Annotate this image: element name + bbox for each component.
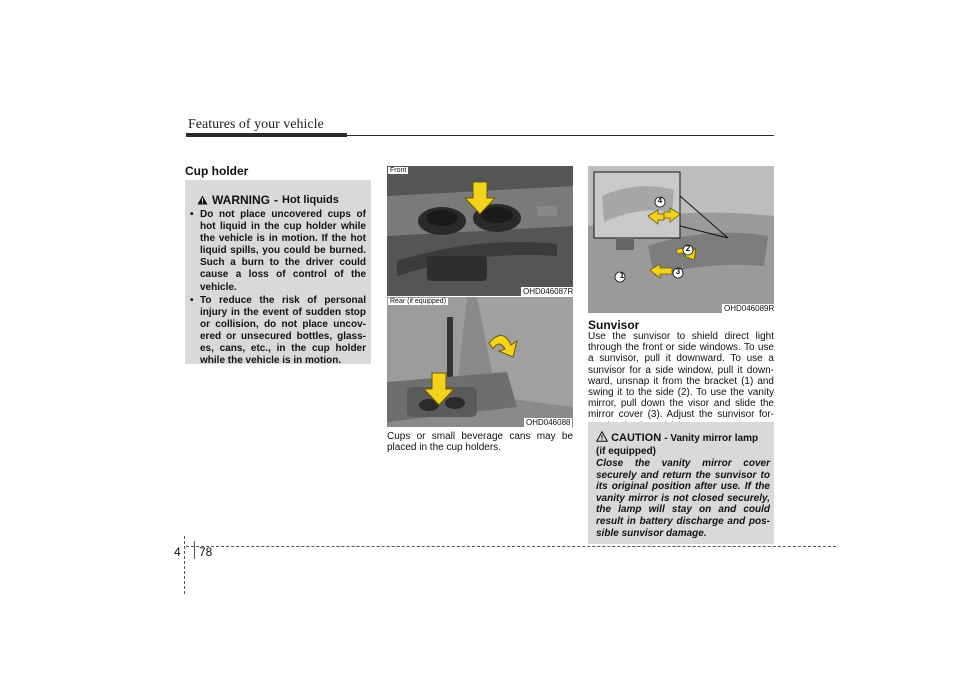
warning-triangle-icon — [197, 195, 208, 205]
cup-holder-rear-illustration — [387, 297, 573, 427]
footer-vertical-rule — [184, 536, 185, 594]
sunvisor-photo-code: OHD046089R — [724, 304, 775, 313]
header-rule-accent — [186, 133, 347, 137]
warning-subtitle: Hot liquids — [282, 194, 339, 206]
rear-photo-code: OHD046088 — [526, 418, 571, 427]
chapter-number: 4 — [174, 545, 181, 559]
front-photo-code: OHD046087R — [523, 287, 574, 296]
page-header-title: Features of your vehicle — [188, 117, 324, 132]
warning-list — [190, 209, 366, 368]
callout-4: 4 — [657, 196, 663, 205]
cup-holder-front-photo — [387, 166, 573, 296]
callout-3: 3 — [675, 267, 681, 276]
caution-text: Close the vanity mirror cover securely and return the sunvisor to its original position after use. If the vanity mirror is not closed securely, the lamp will stay on and could result in battery discharge and pos-sible sunvisor damage. — [596, 458, 770, 539]
caution-subtitle: - Vanity mirror lamp (if equipped) — [596, 433, 759, 457]
page-number: 78 — [199, 545, 213, 559]
cup-holder-body: Cups or small beverage cans may be placed in the cup holders. — [387, 431, 573, 454]
warning-item: • Do not place uncovered cups of hot liquid in the cup holder while the vehicle is in motion. If the hot liquid spills, you could be burned. Such a burn to the driver could cause a loss of control of the vehicle. — [190, 209, 366, 294]
caution-title — [596, 431, 766, 458]
sunvisor-photo — [588, 166, 774, 313]
sunvisor-illustration — [588, 166, 774, 313]
footer-separator — [194, 541, 195, 559]
callout-1: 1 — [619, 271, 625, 280]
cup-holder-heading: Cup holder — [185, 164, 249, 178]
caution-label: CAUTION — [611, 432, 662, 444]
rear-photo-label: Rear (if equipped) — [390, 298, 447, 305]
warning-dash: - — [274, 193, 278, 207]
caution-triangle-icon — [596, 431, 608, 442]
cup-holder-front-illustration — [387, 166, 573, 296]
sunvisor-heading: Sunvisor — [588, 318, 640, 332]
footer-rule — [186, 546, 836, 547]
sunvisor-body: Use the sunvisor to shield direct light through the front or side windows. To use a sunvisor, pull it downward. To use a sunvisor for a side window, pull it down-ward, unsnap it from the bracket (1) and swing it to the side (2). To use the vanity mirror, pull down the visor and slide the mirror cover (3). Adjust the sunvisor for- — [588, 331, 774, 421]
front-photo-label: Front — [390, 167, 407, 174]
callout-2: 2 — [685, 244, 691, 253]
warning-label: WARNING — [212, 193, 270, 207]
cup-holder-rear-photo — [387, 297, 573, 427]
warning-title — [197, 193, 339, 207]
warning-item: • To reduce the risk of personal injury in the event of sudden stop or collision, do not place uncov-ered or unsecured bottles, glass-es, cans, etc., in the cup holder while the vehicle is in motion. — [190, 295, 366, 368]
